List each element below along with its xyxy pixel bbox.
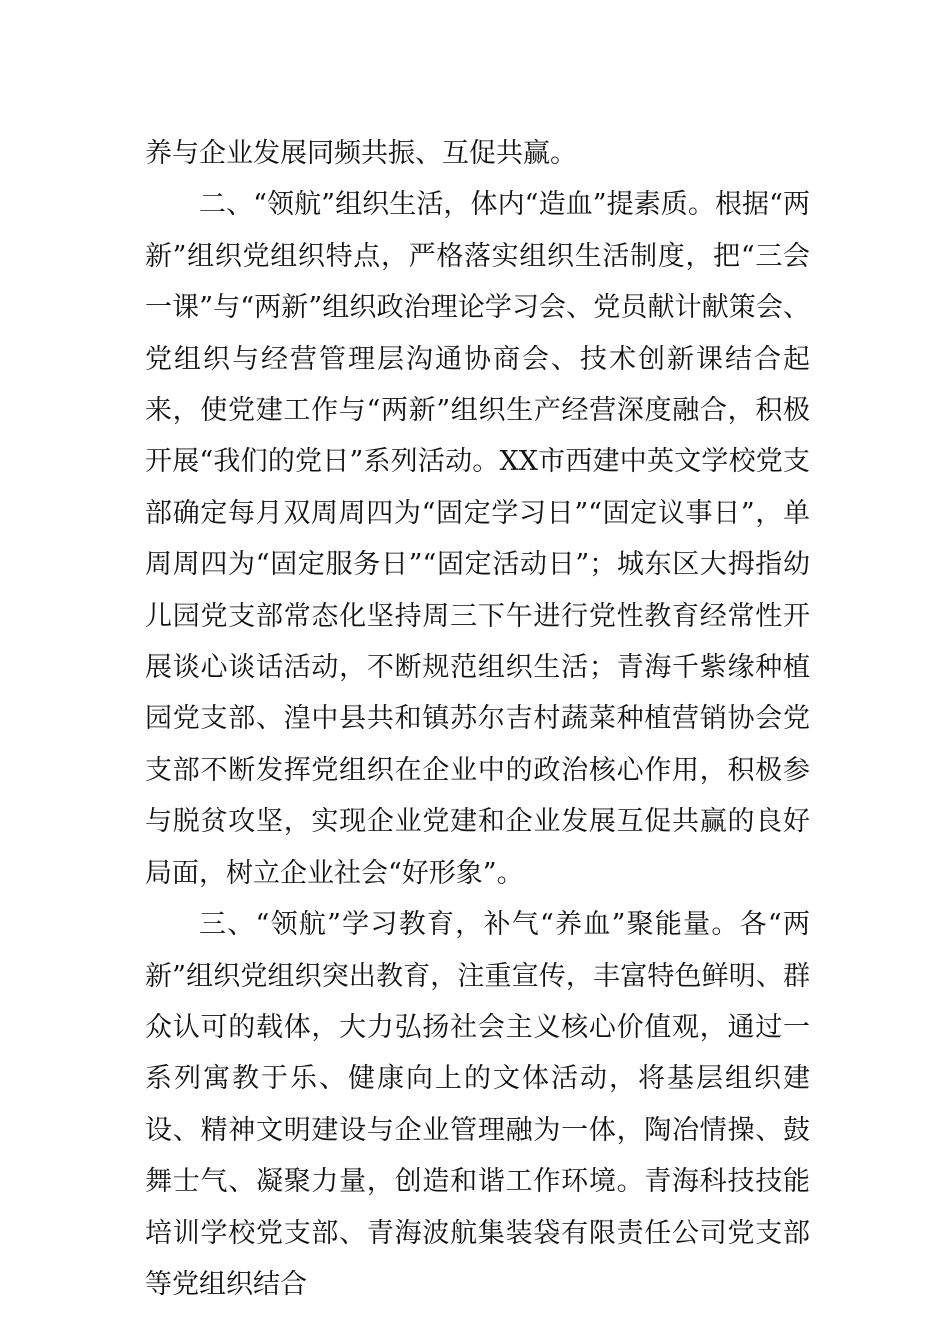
paragraph-continuation: 养与企业发展同频共振、互促共赢。 [145,138,577,169]
paragraph-section-three: 三、“领航”学习教育，补气“养血”聚能量。各“两新”组织党组织突出教育，注重宣传，丰富特色鲜明、群众认可的载体，大力弘扬社会主义核心价值观，通过一系列寓教于乐、健康向上的文体活动，将基层组织建设、精神文明建设与企业管理融为一体，陶冶情操、鼓舞士气、凝聚力量，创造和谐工作环境。青海科技技能培训学校党支部、青海波航集装袋有限责任公司党支部等党组织结合 [145,909,810,1300]
paragraph-section-two: 二、“领航”组织生活，体内“造血”提素质。根据“两新”组织党组织特点，严格落实组织生活制度，把“三会一课”与“两新”组织政治理论学习会、党员献计献策会、党组织与经营管理层沟通协商会、技术创新课结合起来，使党建工作与“两新”组织生产经营深度融合，积极开展“我们的党日”系列活动。XX市西建中英文学校党支部确定每月双周周四为“固定学习日”“固定议事日”，单周周四为“固定服务日”“固定活动日”；城东区大拇指幼儿园党支部常态化坚持周三下午进行党性教育经常性开展谈心谈话活动，不断规范组织生活；青海千紫缘种植园党支部、湟中县共和镇苏尔吉村蔬菜种植营销协会党支部不断发挥党组织在企业中的政治核心作用，积极参与脱贫攻坚，实现企业党建和企业发展互促共赢的良好局面，树立企业社会“好形象”。 [145,189,810,889]
document-body [145,128,810,1310]
